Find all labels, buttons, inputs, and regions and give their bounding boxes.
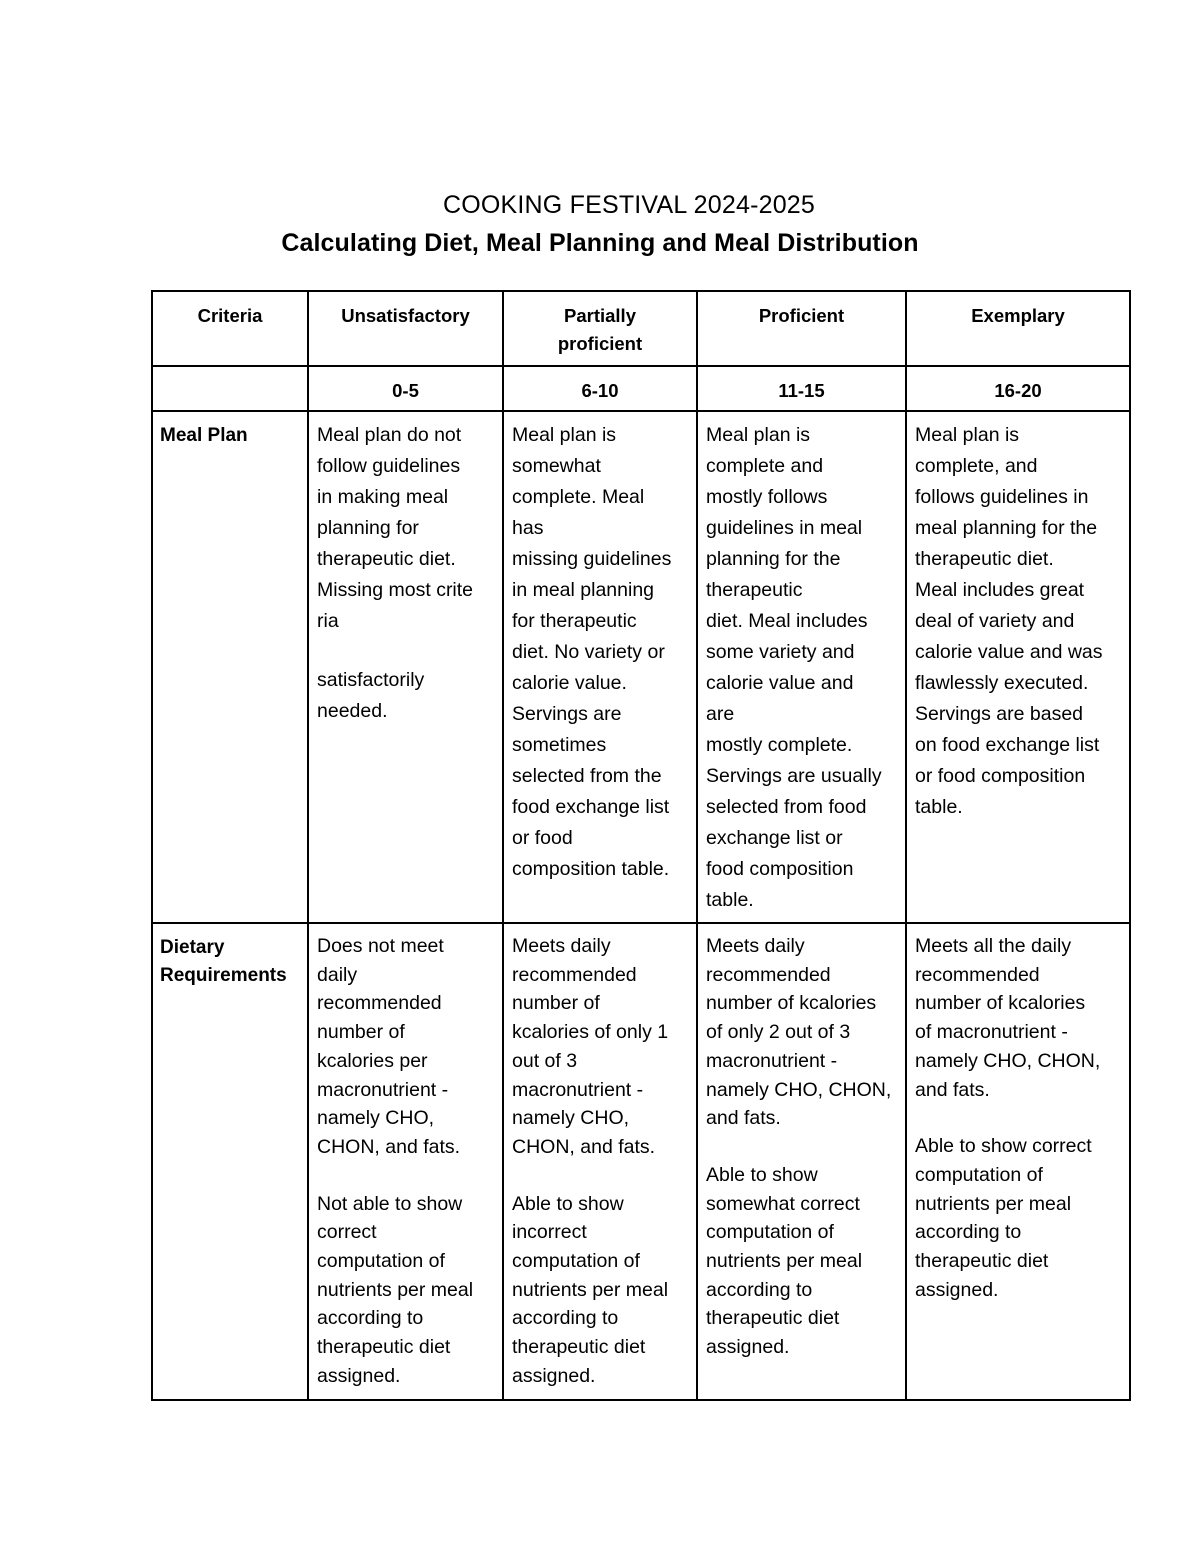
- cell-dietary-exemplary: [906, 923, 1130, 1400]
- cell-paragraph: Meal plan do not follow guidelines in making meal planning for therapeutic diet. Missing most crite ria: [317, 424, 474, 632]
- cell-meal-plan-proficient: [697, 411, 906, 923]
- cell-dietary-unsatisfactory: [308, 923, 503, 1400]
- cell-meal-plan-exemplary: [906, 411, 1130, 923]
- document-title: [0, 186, 1200, 262]
- criterion-dietary-requirements: Dietary Requirements: [152, 923, 308, 1400]
- cell-paragraph: Able to show somewhat correct computation of nutrients per meal according to therapeutic diet assigned.: [706, 1163, 863, 1359]
- score-partially-proficient: 6-10: [503, 366, 697, 411]
- rubric-table: [151, 290, 1131, 1401]
- cell-paragraph: Meets daily recommended number of kcalories of only 2 out of 3 macronutrient - namely CHO, CHON, and fats.: [706, 935, 892, 1130]
- criterion-meal-plan: Meal Plan: [152, 411, 308, 923]
- table-row-dietary-requirements: [152, 923, 1130, 1400]
- table-row-meal-plan: [152, 411, 1130, 923]
- score-exemplary: 16-20: [906, 366, 1130, 411]
- title-line-1: COOKING FESTIVAL 2024-2025: [442, 191, 816, 219]
- title-line-2: Calculating Diet, Meal Planning and Meal Distribution: [281, 229, 919, 257]
- cell-paragraph: satisfactorily needed.: [317, 669, 425, 722]
- cell-paragraph: Able to show correct computation of nutrients per meal according to therapeutic diet assigned.: [915, 1135, 1092, 1301]
- score-proficient: 11-15: [697, 366, 906, 411]
- cell-paragraph: Meets daily recommended number of kcalories of only 1 out of 3 macronutrient - namely CHO, CHON, and fats.: [512, 935, 669, 1158]
- header-unsatisfactory: Unsatisfactory: [308, 291, 503, 366]
- header-row: [152, 291, 1130, 366]
- cell-dietary-partially-proficient: [503, 923, 697, 1400]
- header-exemplary: Exemplary: [906, 291, 1130, 366]
- score-criteria-empty: [152, 366, 308, 411]
- cell-dietary-proficient: [697, 923, 906, 1400]
- score-unsatisfactory: 0-5: [308, 366, 503, 411]
- cell-paragraph: Meets all the daily recommended number of kcalories of macronutrient - namely CHO, CHON, and fats.: [915, 935, 1101, 1101]
- score-row: [152, 366, 1130, 411]
- header-proficient: Proficient: [697, 291, 906, 366]
- cell-paragraph: Meal plan is complete and mostly follows guidelines in meal planning for the therapeutic diet. Meal includes some variety and calorie value and are mostly complete. Servings are usually selected from food exchange list or food composition table.: [706, 424, 882, 911]
- header-criteria: Criteria: [152, 291, 308, 366]
- header-partially-proficient: Partially proficient: [503, 291, 697, 366]
- cell-paragraph: Not able to show correct computation of nutrients per meal according to therapeutic diet assigned.: [317, 1192, 474, 1387]
- cell-meal-plan-unsatisfactory: [308, 411, 503, 923]
- cell-paragraph: Able to show incorrect computation of nutrients per meal according to therapeutic diet assigned.: [512, 1192, 669, 1387]
- cell-paragraph: Meal plan is somewhat complete. Meal has missing guidelines in meal planning for therapeutic diet. No variety or calorie value. Servings are sometimes selected from the food exchange list or food composition table.: [512, 424, 672, 880]
- cell-paragraph: Meal plan is complete, and follows guidelines in meal planning for the therapeutic diet. Meal includes great deal of variety and calorie value and was flawlessly executed. Servings are based on food exchange list or food composition table.: [915, 424, 1103, 818]
- cell-paragraph: Does not meet daily recommended number of kcalories per macronutrient - namely CHO, CHON, and fats.: [317, 935, 461, 1158]
- cell-meal-plan-partially-proficient: [503, 411, 697, 923]
